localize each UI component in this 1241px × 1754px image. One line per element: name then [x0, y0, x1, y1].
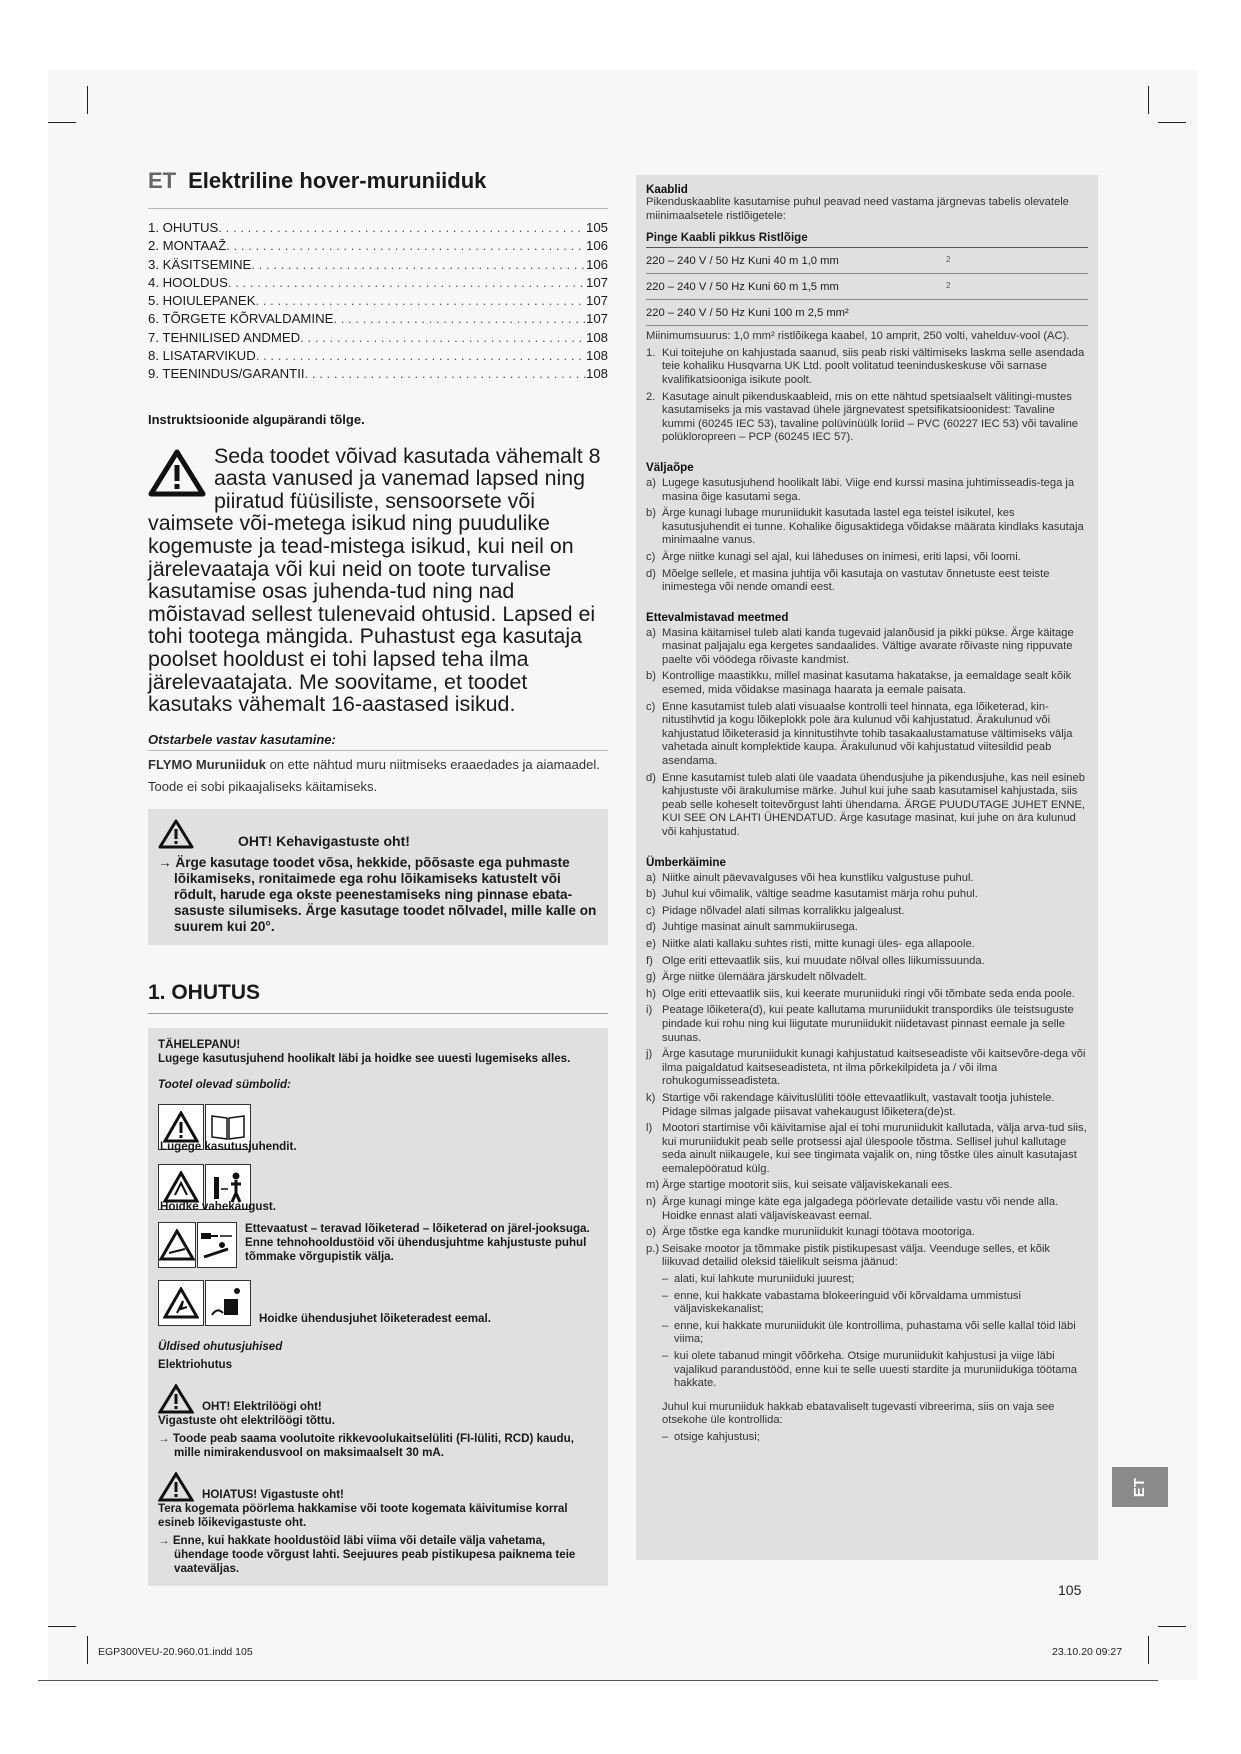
training-list — [646, 477, 1088, 595]
dash-marker: – — [662, 1289, 669, 1302]
toc-page: 107 — [585, 274, 608, 290]
list-item — [646, 477, 1088, 504]
toc-entry[interactable] — [148, 310, 608, 328]
warning-triangle-icon — [158, 1384, 194, 1414]
list-item — [646, 1290, 1088, 1317]
toc-title: 2. MONTAAŽ — [148, 238, 227, 254]
table-row — [646, 300, 1088, 326]
list-text: Ärge niitke kunagi sel ajal, kui läheduses on inimesi, eriti lapsi, või loomi. — [662, 550, 1021, 563]
list-text: Mõelge sellele, et masina juhtija või kasutaja on vastutav õnnetuste eest teiste inimestega või nende omandi eest. — [662, 567, 1050, 594]
list-item — [646, 1196, 1088, 1223]
page-title — [148, 168, 608, 194]
cables-table-header: Pinge Kaabli pikkus Ristlõige — [646, 227, 1088, 248]
list-text: Ärge kunagi minge käte ega jalgadega pöörlevate detailide vastu või nende alla. Hoidke ennast alati väljaviskeavast eemal. — [662, 1196, 1059, 1222]
toc-entry[interactable] — [148, 292, 608, 310]
handling-heading: Ümberkäimine — [646, 855, 726, 869]
toc-entry[interactable] — [148, 219, 608, 237]
symbol-cable-away — [158, 1280, 598, 1326]
list-marker: a) — [646, 476, 656, 489]
caution-title: HOIATUS! Vigastuste oht! — [202, 1487, 344, 1501]
list-item — [646, 391, 1088, 445]
warning-icon — [158, 1280, 204, 1326]
list-marker: f) — [646, 954, 653, 967]
vibration-text: Juhul kui muruniiduk hakkab ebatavaliselt tugevasti vibreerima, siis on vaja see otsekohe üle kontrollida: — [662, 1400, 1055, 1427]
plug-blade-icon — [197, 1222, 237, 1268]
toc-entry[interactable] — [148, 365, 608, 383]
toc-leader — [300, 329, 586, 347]
list-marker: d) — [646, 567, 656, 580]
list-text: Enne kasutamist tuleb alati visuaalse kontrolli teel hinnata, ega lõiketerad, kin-nitustihvtid ja kogu lõikeplokk pole ära kulunud või kahjustatud. Ärakulunud või kahjustatud lõiketerasid ja kinnitustihvte tohib tasakaalustamatuse vältimiseks välja vahetada ainult komplektide kaupa. Ärakulunud või kahjustatud viitesildid peab asendama. — [662, 700, 1073, 768]
list-item — [646, 872, 1088, 886]
toc-page: 107 — [585, 311, 608, 327]
list-marker: o) — [646, 1226, 656, 1239]
prep-heading: Ettevalmistavad meetmed — [646, 610, 789, 624]
list-text: Olge eriti ettevaatlik siis, kui muudate nõlval olles liikumissuunda. — [662, 954, 985, 967]
toc-title: 9. TEENINDUS/GARANTII — [148, 366, 305, 382]
toc-leader — [305, 365, 586, 383]
list-item — [646, 507, 1088, 548]
crop-mark — [1158, 1626, 1186, 1627]
list-text: Kasutage ainult pikenduskaableid, mis on ette nähtud spetsiaalselt välitingi-mustes kasutamiseks ja mis vastavad ühele järgnevatest spetsifikatsioonidest: Tavaline kummi (60245 IEC 53), tavaline polüvinüülk loriid – PVC (60227 IEC 53) või tavaline polükloropreen – PCP (60245 IEC 57). — [662, 390, 1079, 444]
list-marker: i) — [646, 1004, 653, 1017]
list-marker: d) — [646, 921, 656, 934]
list-text: Ärge niitke ülemäära järskudelt nõlvadelt. — [662, 971, 867, 984]
crop-mark — [1158, 122, 1186, 123]
toc-page: 106 — [585, 256, 608, 272]
list-item — [646, 938, 1088, 952]
table-cell: 220 – 240 V / 50 Hz Kuni 60 m 1,5 mm — [646, 281, 839, 294]
list-text: Seisake mootor ja tõmmake pistik pistikupesast välja. Veenduge selles, et kõik liikuvad detailid oleksid täielikult seisma jäänud: — [662, 1242, 1051, 1269]
list-text: Juhul kui võimalik, vältige seadme kasutamist märja rohu puhul. — [662, 888, 978, 901]
list-marker: n) — [646, 1196, 656, 1209]
toc-page: 108 — [585, 329, 608, 345]
toc-entry[interactable] — [148, 237, 608, 255]
toc-page: 106 — [585, 238, 608, 254]
hazard-text: → Ärge kasutage toodet võsa, hekkide, põõsaste ega puhmaste lõikamiseks, ronitaimede ega rohu lõikamiseks katustelt või rõdult, harude ega okste peenestamiseks ning pinnase ebata-sasuste silumiseks. Ärge kasutage toodet nõlvadel, mille kalle on suurem kui 20°. — [158, 854, 597, 934]
list-marker: k) — [646, 1091, 656, 1104]
prep-list — [646, 627, 1088, 840]
cables-heading: Kaablid — [646, 183, 688, 196]
symbol-label: Hoidke vahekaugust. — [160, 1199, 276, 1213]
language-code: ET — [148, 168, 177, 193]
intended-use-body: on ette nähtud muru niitmiseks eraaedades ja aiamaadel. — [265, 756, 600, 772]
list-text: Pidage nõlvadel alati silmas korralikku jalgealust. — [662, 904, 905, 917]
list-marker: a) — [646, 871, 656, 884]
list-text: Lugege kasutusjuhend hoolikalt läbi. Viige end kurssi masina juhtimisseadis-tega ja masina õige kasutami sega. — [662, 476, 1075, 503]
list-text: Kui toitejuhe on kahjustada saanud, siis peab riski vältimiseks laskma selle asendada teie kohaliku Husqvarna UK Ltd. poolt volitatud teeninduskeskuse või sarnase kvalifikatsiooniga isikute poolt. — [662, 346, 1085, 386]
footer-date: 23.10.20 09:27 — [1052, 1646, 1123, 1658]
electric-heading: Elektriohutus — [158, 1357, 233, 1371]
list-item — [646, 1243, 1088, 1270]
list-marker: a) — [646, 626, 656, 639]
electric-danger-item-text: Toode peab saama voolutoite rikkevoolukaitselüliti (FI-lüliti, RCD) kaudu, mille nimirakendusvool on maksimaalselt 30 mA. — [172, 1431, 574, 1459]
general-heading: Üldised ohutusjuhised — [158, 1339, 283, 1353]
footer-file: EGP300VEU-20.960.01.indd 105 — [98, 1646, 253, 1658]
list-item — [646, 971, 1088, 985]
list-text: Olge eriti ettevaatlik siis, kui keerate muruniiduki ringi või tõmbate seda enda poole. — [662, 987, 1075, 1000]
page-number: 105 — [1058, 1582, 1082, 1598]
toc-entry[interactable] — [148, 329, 608, 347]
mower-cable-icon — [205, 1280, 251, 1326]
intended-use-text — [148, 757, 608, 773]
list-item — [646, 1004, 1088, 1045]
list-item — [646, 627, 1088, 668]
list-item — [646, 888, 1088, 902]
toc-leader — [218, 219, 586, 237]
crop-line — [38, 1680, 1158, 1681]
list-text: kui olete tabanud mingit võõrkeha. Otsige muruniidukit kahjustusi ja viige läbi vajalikud parandustööd, enne kui te selle uuesti stardite ja muruniidukiga töötama hakkate. — [674, 1350, 1077, 1390]
table-cell: 220 – 240 V / 50 Hz Kuni 40 m 1,0 mm — [646, 255, 839, 268]
toc-page: 108 — [585, 348, 608, 364]
toc-leader — [333, 310, 586, 328]
list-text: Mootori startimise või käivitamise ajal ei tohi muruniidukit kallutada, välja arva-tud siis, kui muruniidukit peab selle protsessi ajal ülespoole tõstma. Sellisel juhul kallutage seda ainult niikaugele, kui see tingimata vajalik on, ning tõstke üles ainult kasutajast eemalepööratud külg. — [662, 1122, 1087, 1175]
list-marker: b) — [646, 507, 656, 520]
table-cell: 220 – 240 V / 50 Hz Kuni 100 m 2,5 mm² — [646, 307, 849, 320]
list-text: enne, kui hakkate muruniidukit üle kontrollima, puhastama või selle kallal töid läbi viima; — [674, 1319, 1076, 1346]
toc-leader — [256, 347, 586, 365]
list-item — [646, 1092, 1088, 1119]
list-text: Niitke ainult päevavalguses või hea kunstliku valgustuse puhul. — [662, 871, 974, 884]
list-marker: j) — [646, 1048, 653, 1061]
cables-intro: Pikenduskaablite kasutamise puhul peavad need vastama järgnevas tabelis olevatele miinimaalsetele ristlõigetele: — [646, 196, 1069, 222]
handling-dash-list — [646, 1273, 1088, 1391]
intended-use-note: Toode ei sobi pikaajaliseks käitamiseks. — [148, 778, 378, 794]
safety-box — [148, 1028, 608, 1586]
list-item: – otsige kahjustusi; — [662, 1430, 760, 1443]
list-text: Niitke alati kallaku suhtes risti, mitte kunagi üles- ega allapoole. — [662, 937, 975, 950]
list-item — [646, 988, 1088, 1002]
electric-danger-sub: Vigastuste oht elektrilöögi tõttu. — [158, 1413, 335, 1427]
training-heading: Väljaõpe — [646, 460, 694, 474]
toc-title: 6. TÕRGETE KÕRVALDAMINE — [148, 311, 334, 327]
table-cell-superscript: 2 — [946, 281, 951, 291]
list-text: Ärge startige mootorit siis, kui seisate väljaviskekanali ees. — [662, 1179, 953, 1192]
big-warning — [148, 445, 608, 716]
symbol-text: Ettevaatust – teravad lõiketerad – lõiketerad on järel-jooksuga. Enne tehnohooldustöid või ühendusjuhtme kahjustuste puhul tõmmake võrgupistik välja. — [245, 1221, 590, 1263]
list-item — [646, 921, 1088, 935]
table-row — [646, 248, 1088, 274]
list-item — [646, 1350, 1088, 1391]
list-item — [646, 1179, 1088, 1193]
cables-table — [646, 248, 1088, 326]
handling-list — [646, 872, 1088, 1270]
caution-item-text: Enne, kui hakkate hooldustöid läbi viima või detaile välja vahetama, ühendage toode võrgust lahti. Seejuures peab pistikupesa paiknema teie vaateväljas. — [172, 1533, 576, 1575]
toc-page: 107 — [585, 293, 608, 309]
toc-entry[interactable] — [148, 256, 608, 274]
toc-entry[interactable] — [148, 274, 608, 292]
list-marker: h) — [646, 987, 656, 1000]
toc-title: 5. HOIULEPANEK — [148, 293, 256, 309]
warning-icon — [158, 1222, 196, 1268]
side-tab-label: ET — [1131, 1477, 1149, 1497]
list-marker: 2. — [646, 390, 656, 403]
intended-use-heading: Otstarbele vastav kasutamine: — [148, 732, 608, 751]
list-marker: l) — [646, 1122, 653, 1135]
electric-danger-title: OHT! Elektrilöögi oht! — [202, 1399, 322, 1413]
toc-leader — [256, 292, 586, 310]
list-item — [646, 955, 1088, 969]
hazard-box — [148, 809, 608, 945]
list-marker: d) — [646, 771, 656, 784]
toc-title: 8. LISATARVIKUD — [148, 348, 256, 364]
toc-title: 7. TEHNILISED ANDMED — [148, 329, 301, 345]
hazard-title: OHT! Kehavigastuste oht! — [238, 832, 410, 849]
toc-title: 3. KÄSITSEMINE — [148, 256, 252, 272]
toc-page: 108 — [585, 366, 608, 382]
list-marker: c) — [646, 904, 656, 917]
caution-item: → Enne, kui hakkate hooldustöid läbi viima või detaile välja vahetama, ühendage toode võrgust lahti. Seejuures peab pistikupesa paiknema teie vaateväljas. — [158, 1533, 576, 1575]
symbol-label: Lugege kasutusjuhendit. — [160, 1139, 297, 1153]
right-column — [636, 175, 1098, 1560]
caution-row — [158, 1472, 598, 1502]
symbol-keep-distance — [158, 1162, 598, 1213]
list-item — [646, 772, 1088, 840]
attention-title: TÄHELEPANU! — [158, 1037, 241, 1051]
list-item — [646, 905, 1088, 919]
electric-danger-item: → Toode peab saama voolutoite rikkevoolukaitselüliti (FI-lüliti, RCD) kaudu, mille nimirakendusvool on maksimaalselt 30 mA. — [158, 1431, 574, 1459]
crop-mark — [1148, 1636, 1149, 1664]
list-item — [646, 551, 1088, 565]
electric-danger-row — [158, 1384, 598, 1414]
cables-list — [646, 347, 1088, 445]
section-title: 1. OHUTUS — [148, 981, 608, 1014]
toc-leader — [228, 274, 586, 292]
toc-entry[interactable] — [148, 347, 608, 365]
list-text: Enne kasutamist tuleb alati üle vaadata ühendusjuhe ja pikendusjuhe, kas neil esineb kahjustuste või ärakulumise märke. Juhul kui juhe saab kasutamisel kahjustada, siis peab selle koheselt toitevõrgust lahti ühendama. ÄRGE PUUDUTAGE JUHET ENNE, KUI SEE ON LAHTI ÜHENDATUD. Ärge kasutage masinat, kui juhe on ära kulunud või kahjustatud. — [662, 771, 1086, 838]
table-of-contents — [148, 208, 608, 384]
list-marker: e) — [646, 937, 656, 950]
list-item — [646, 1226, 1088, 1240]
attention-text: Lugege kasutusjuhend hoolikalt läbi ja hoidke see uuesti lugemiseks alles. — [158, 1051, 571, 1065]
left-column — [148, 168, 608, 1586]
crop-mark — [48, 1626, 76, 1627]
crop-mark — [87, 1636, 88, 1664]
list-text: Ärge tõstke ega kandke muruniidukit kunagi töötava mootoriga. — [662, 1226, 975, 1239]
last-dash-text: otsige kahjustusi; — [674, 1430, 760, 1443]
crop-mark — [48, 122, 76, 123]
list-item — [646, 1273, 1088, 1287]
list-marker: m) — [646, 1179, 660, 1192]
dash-marker: – — [662, 1273, 669, 1286]
list-item — [646, 670, 1088, 697]
big-warning-text: Seda toodet võivad kasutada vähemalt 8 aasta vanused ja vanemad lapsed ning piiratud füüsiliste, sensoorsete või vaimsete või-metega isikud ning puudulike kogemuste ja tead-mistega isikud, kui neil on järelevaataja või kui neid on toote turvalise kasutamise osas juhenda-tud ning nad mõistavad sellest tulenevaid ohtusid. Lapsed ei tohi tootega mängida. Puhastust ega kasutaja poolset hooldust ei tohi lapsed teha ilma järelevaatajata. Me soovitame, et toodet kasutaks vähemalt 16-aastased isikud. — [148, 443, 601, 717]
list-marker: b) — [646, 670, 656, 683]
table-cell-superscript: 2 — [946, 255, 951, 265]
list-text: Kontrollige maastikku, millel masinat kasutama hakatakse, ja eemaldage sealt kõik esemed, mida võidakse masinaga haarata ja eemale paisata. — [662, 670, 1072, 697]
list-marker: g) — [646, 971, 656, 984]
symbols-heading: Tootel olevad sümbolid: — [158, 1077, 291, 1091]
toc-leader — [251, 256, 586, 274]
table-row — [646, 274, 1088, 300]
cables-minimum: Miinimumsuurus: 1,0 mm² ristlõikega kaabel, 10 amprit, 250 volti, vahelduv-vool (AC). — [646, 330, 1070, 343]
list-text: Ärge kunagi lubage muruniidukit kasutada lastel ega teistel isikutel, kes kasutusjuhendit ei tunne. Kohalike õigusaktidega võidakse määrata kindlaks kasutaja minimaalne vanus. — [662, 507, 1084, 547]
brand-name: FLYMO Muruniiduk — [148, 756, 266, 772]
list-marker: p.) — [646, 1242, 660, 1255]
list-text: Startige või rakendage käivituslüliti tööle ettevaatlikult, vastavalt tootja juhistele. Pidage silmas jalgade piisavat vahekaugust lõiketera(de)st. — [662, 1091, 1055, 1118]
list-item — [646, 568, 1088, 595]
warning-triangle-icon — [158, 1472, 194, 1502]
symbol-sharp-blades — [158, 1222, 598, 1268]
toc-leader — [226, 237, 586, 255]
list-item — [646, 347, 1088, 388]
list-marker: c) — [646, 550, 656, 563]
list-marker: c) — [646, 700, 656, 713]
dash-marker: – — [662, 1319, 669, 1332]
symbol-read-manual — [158, 1102, 598, 1153]
hazard-body: Ärge kasutage toodet võsa, hekkide, põõsaste ega puhmaste lõikamiseks, ronitaimede ega rohu lõikamiseks katustelt või rõdult, harude ega okste peenestamiseks ning pinnase ebata-sasuste silumiseks. Ärge kasutage toodet nõlvadel, mille kalle on suurem kui 20°. — [174, 854, 597, 934]
dash-marker: – — [662, 1350, 669, 1362]
hazard-title-row — [158, 819, 598, 849]
list-item — [646, 701, 1088, 769]
warning-triangle-icon — [148, 449, 206, 497]
list-text: enne, kui hakkate vabastama blokeeringuid või kõrvaldama ummistusi väljaviskekanalist; — [674, 1289, 1021, 1316]
title-text: Elektriline hover-muruniiduk — [188, 168, 487, 193]
list-text: alati, kui lahkute muruniiduki juurest; — [674, 1273, 855, 1286]
translation-note: Instruktsioonide algupärandi tõlge. — [148, 411, 365, 427]
list-marker: 1. — [646, 346, 656, 359]
list-text: Masina käitamisel tuleb alati kanda tugevaid jalanõusid ja pikki pükse. Ärge käitage masinat paljajalu ega kergetes sandaalides. Vältige avarate rõivaste ning rippuvate paelte või vöödega rõivaste kandmist. — [662, 626, 1074, 666]
language-side-tab — [1112, 1467, 1168, 1507]
list-item — [646, 1320, 1088, 1347]
list-item — [646, 1122, 1088, 1176]
crop-mark — [1148, 86, 1149, 114]
toc-page: 105 — [585, 220, 608, 235]
list-text: Ärge kasutage muruniidukit kunagi kahjustatud kaitseseadiste või kaitsevõre-dega või ilma paigaldatud kaitseseadisteta, nt ilma põrkekilpideta ja / või ilma rohukogumisseadisteta. — [662, 1048, 1086, 1088]
toc-title: 4. HOOLDUS — [148, 274, 228, 290]
warning-triangle-icon — [158, 819, 194, 849]
list-marker: b) — [646, 888, 656, 901]
list-text: Juhtige masinat ainult sammukiirusega. — [662, 921, 858, 934]
crop-mark — [87, 86, 88, 114]
toc-title: 1. OHUTUS — [148, 220, 219, 235]
list-item — [646, 1048, 1088, 1089]
caution-text: Tera kogemata pöörlema hakkamise või toote kogemata käivitumise korral esineb lõikevigastuste oht. — [158, 1501, 568, 1529]
symbol-text: Hoidke ühendusjuhet lõiketeradest eemal. — [259, 1311, 491, 1325]
list-text: Peatage lõiketera(d), kui peate kallutama muruniidukit transpordiks üle teistsuguste pindade kui rohu ning kui liigutate muruniidukit niidetavast pinnast eemale ja selle suunas. — [662, 1004, 1074, 1044]
